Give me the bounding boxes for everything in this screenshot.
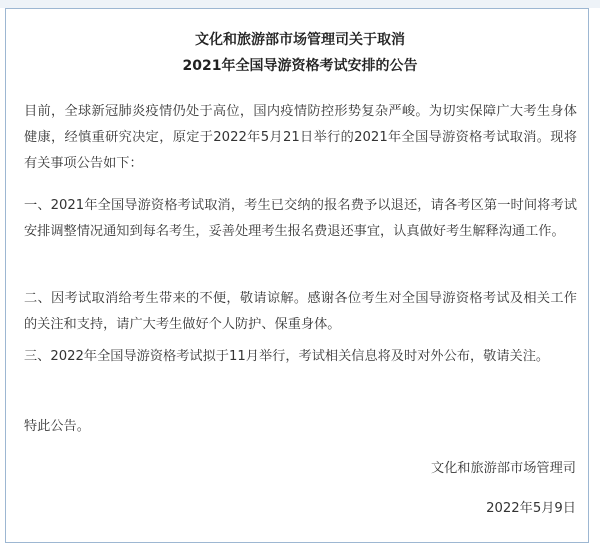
paragraph-item-3: 三、2022年全国导游资格考试拟于11月举行，考试相关信息将及时对外公布，敬请关注。: [24, 349, 550, 364]
signature-organization: 文化和旅游部市场管理司: [430, 461, 576, 476]
paragraph-intro: 目前，全球新冠肺炎疫情仍处于高位，国内疫情防控形势复杂严峻。为切实保障广大考生身体健康，经慎重研究决定，原定于2022年5月21日举行的2021年全国导游资格考试取消。现将有关事项公告如下：: [24, 104, 577, 171]
notice-title-line1: 文化和旅游部市场管理司关于取消: [195, 32, 405, 48]
paragraph-item-1: 一、2021年全国导游资格考试取消，考生已交纳的报名费予以退还，请各考区第一时间将考试安排调整情况通知到每名考生，妥善处理考生报名费退还事宜，认真做好考生解释沟通工作。: [24, 198, 577, 239]
notice-title-line2: 2021年全国导游资格考试安排的公告: [182, 58, 418, 74]
signature-date: 2022年5月9日: [486, 501, 576, 516]
paragraph-closing: 特此公告。: [24, 419, 90, 434]
paragraph-item-2: 二、因考试取消给考生带来的不便，敬请谅解。感谢各位考生对全国导游资格考试及相关工作的关注和支持，请广大考生做好个人防护、保重身体。: [24, 291, 577, 332]
top-strip: [0, 0, 600, 8]
